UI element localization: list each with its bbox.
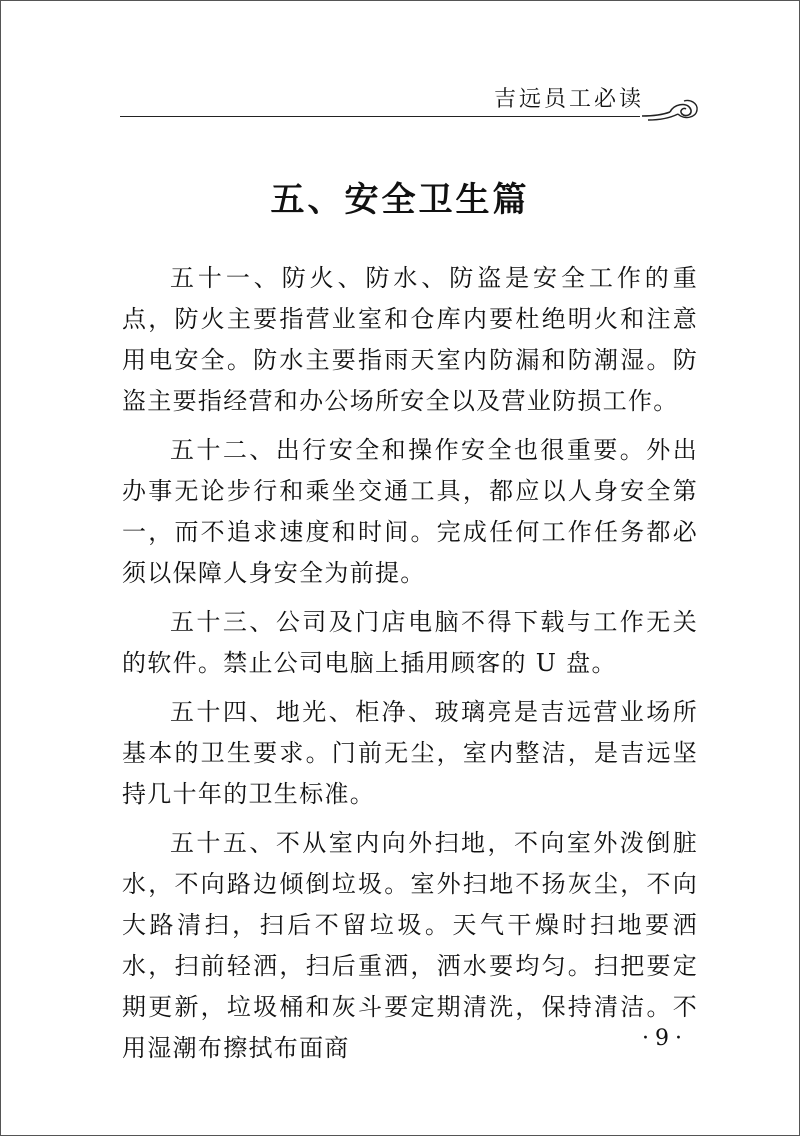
paragraph-53: 五十三、公司及门店电脑不得下载与工作无关的软件。禁止公司电脑上插用顾客的 U 盘。 (122, 608, 698, 677)
paragraph-55: 五十五、不从室内向外扫地，不向室外泼倒脏水，不向路边倾倒垃圾。室外扫地不扬灰尘，不向大路清扫，扫后不留垃圾。天气干燥时扫地要洒水，扫前轻洒，扫后重洒，洒水要均匀。扫把要定期更新，垃圾桶和灰斗要定期清洗，保持清洁。不用湿潮布擦拭布面商 (122, 829, 698, 1062)
paragraph-51: 五十一、防火、防水、防盗是安全工作的重点，防火主要指营业室和仓库内要杜绝明火和注意用电安全。防水主要指雨天室内防漏和防潮湿。防盗主要指经营和办公场所安全以及营业防损工作。 (122, 264, 698, 415)
page-number: ·9· (642, 1026, 688, 1051)
paragraph-54: 五十四、地光、柜净、玻璃亮是吉远营业场所基本的卫生要求。门前无尘，室内整洁，是吉远坚持几十年的卫生标准。 (122, 698, 698, 808)
body-text (122, 258, 698, 1077)
header-rule (120, 116, 640, 117)
paragraph-52: 五十二、出行安全和操作安全也很重要。外出办事无论步行和乘坐交通工具，都应以人身安全第一，而不追求速度和时间。完成任何工作任务都必须以保障人身安全为前提。 (122, 436, 698, 587)
chapter-title: 五、安全卫生篇 (270, 180, 530, 220)
cloud-ornament-icon (640, 94, 700, 124)
running-header-title: 吉远员工必读 (493, 87, 644, 112)
